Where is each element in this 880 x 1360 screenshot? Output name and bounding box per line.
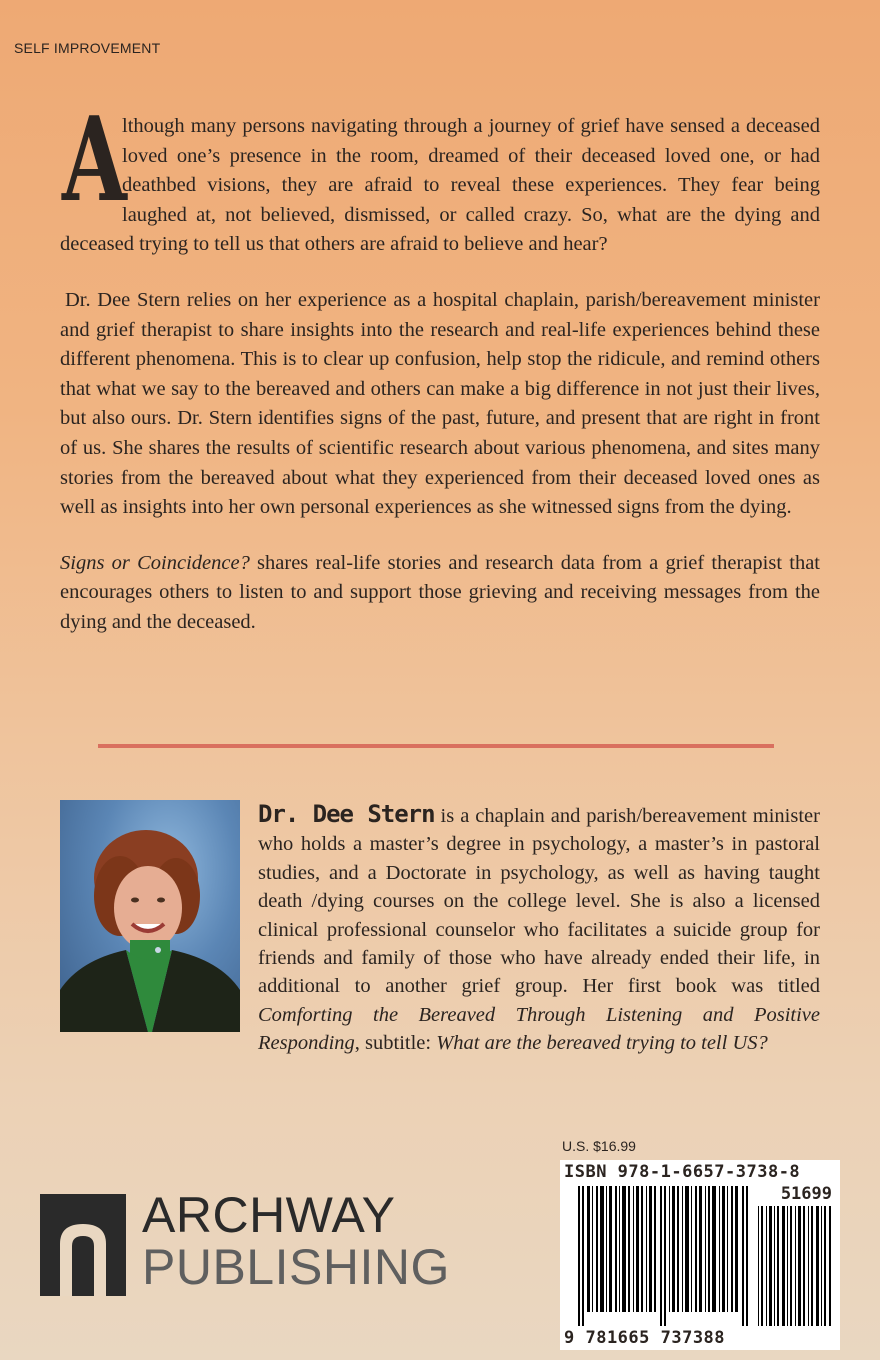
price-addon-code: 51699: [780, 1184, 832, 1204]
book-title-inline: Signs or Coincidence?: [60, 551, 250, 574]
author-photo: [60, 800, 240, 1032]
blurb-paragraph-1-text: lthough many persons navigating through a journey of grief have sensed a deceased loved one’s presence in the room, dreamed of their deceased loved one, or had deathbed visions, they are afraid to reveal these experiences. They fear being laughed at, not believed, dismissed, or called crazy. So, what are the dying and deceased trying to tell us that others are afraid to believe and hear?: [60, 115, 820, 256]
barcode-digits: 9 781665 737388: [564, 1328, 726, 1348]
publisher-name-line2: PUBLISHING: [142, 1239, 450, 1295]
back-cover-blurb: [60, 92, 820, 664]
bio-text-2: , subtitle:: [354, 1032, 437, 1055]
blurb-paragraph-3: [60, 549, 820, 638]
barcode-bars-addon: [758, 1206, 832, 1326]
isbn-label: ISBN 978-1-6657-3738-8: [564, 1162, 801, 1182]
blurb-paragraph-1: [60, 92, 820, 260]
first-book-title: Comforting the Bereaved Through Listening and Positive Responding: [258, 1003, 820, 1055]
publisher-name-line1: ARCHWAY: [142, 1187, 396, 1243]
bio-text-1: is a chaplain and parish/bereavement minister who holds a master’s degree in psychology, a master’s in pastoral studies, and a Doctorate in psychology, as well as having taught death /dying courses on the college level. She is also a licensed clinical professional counselor who facilitates a suicide group for friends and family of those who have already ended their life, in additional to another grief group. Her first book was titled: [258, 805, 820, 998]
category-label: SELF IMPROVEMENT: [14, 40, 161, 56]
isbn-barcode: [560, 1160, 840, 1350]
author-bio: [60, 800, 820, 1058]
barcode-bars-main: [578, 1186, 750, 1326]
price-label: U.S. $16.99: [562, 1138, 636, 1154]
author-name: Dr. Dee Stern: [258, 800, 435, 828]
blurb-paragraph-3-text: shares real-life stories and research data from a grief therapist that encourages others to listen to and support those grieving and receiving messages from the dying and the deceased.: [60, 551, 820, 633]
publisher-logo: [40, 1187, 460, 1300]
drop-cap: A: [62, 92, 127, 228]
archway-arch-icon: [40, 1194, 126, 1296]
first-book-subtitle: What are the bereaved trying to tell US?: [436, 1032, 768, 1055]
blurb-paragraph-2: Dr. Dee Stern relies on her experience as a hospital chaplain, parish/bereavement minister and grief therapist to share insights into the research and real-life experiences behind these different phenomena. This is to clear up confusion, help stop the ridicule, and remind others that what we say to the bereaved and others can make a big difference in not just their lives, but also ours. Dr. Stern identifies signs of the past, future, and present that are right in front of us. She shares the results of scientific research about various phenomena, and sites many stories from the bereaved about what they experienced from their deceased loved ones as well as insights into her own personal experiences as she witnessed signs from the dying.: [60, 288, 820, 519]
section-divider: [98, 744, 774, 748]
